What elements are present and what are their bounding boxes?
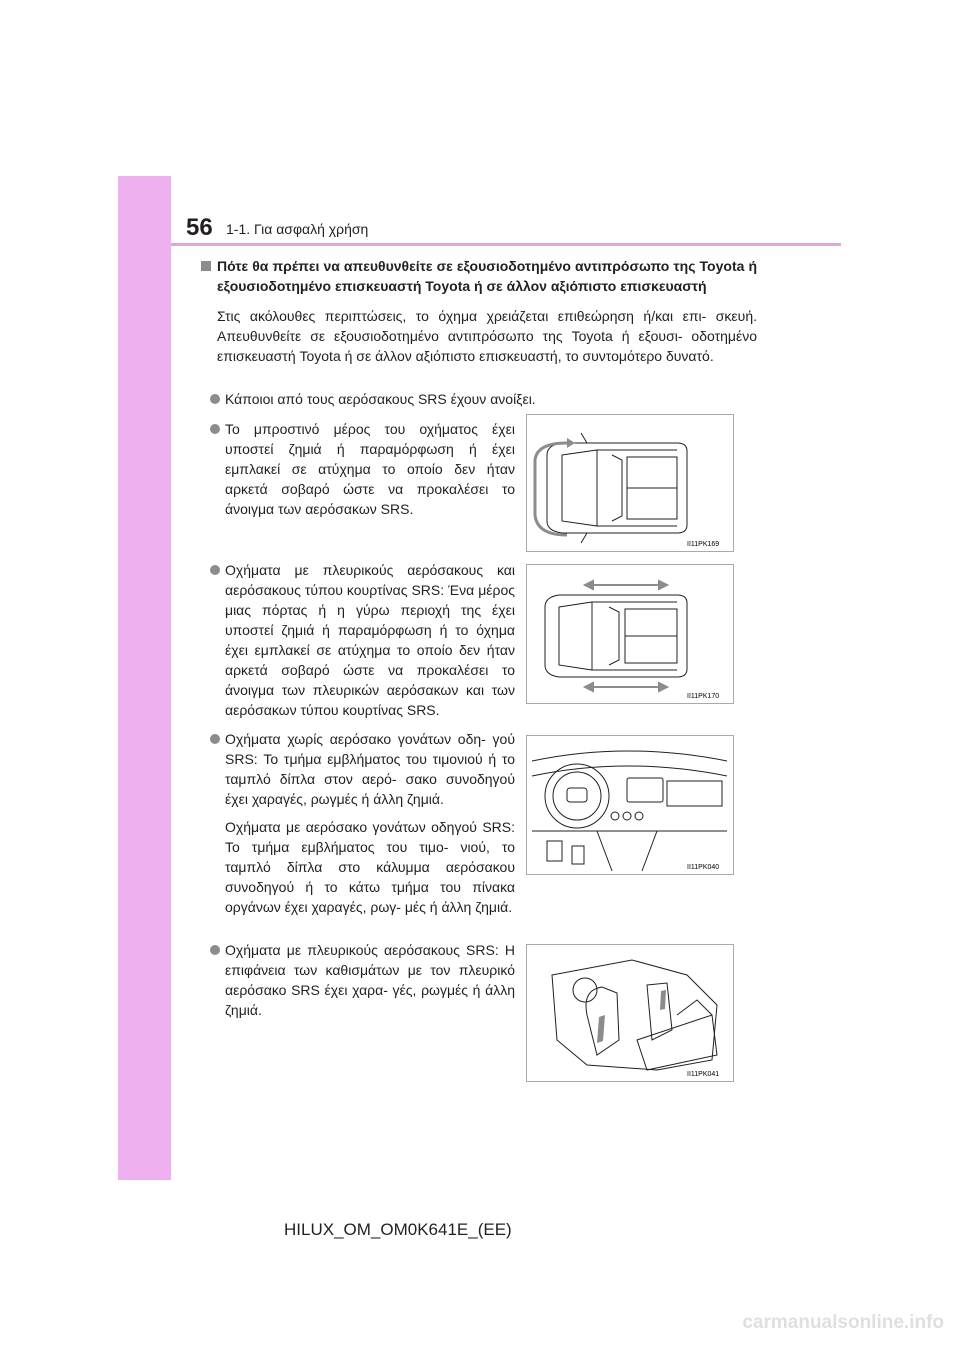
list-item-text: Κάποιοι από τους αερόσακους SRS έχουν ανοίξει. — [225, 391, 536, 407]
figure-front-damage — [526, 414, 734, 552]
watermark: carmanualsonline.info — [742, 1312, 944, 1333]
list-item — [210, 729, 515, 917]
section-block — [201, 256, 757, 366]
list-item — [210, 940, 515, 1020]
chapter-tab-bar — [118, 176, 171, 1180]
list-item-text: Το μπροστινό μέρος του οχήματος έχει υποστεί ζημιά ή παραμόρφωση ή έχει εμπλακεί σε ατύχημα το οποίο δεν ήταν αρκετά σοβαρό ώστε να προκαλέσει το άνοιγμα των αερόσακων SRS. — [225, 421, 515, 517]
list-item-text-continued: Οχήματα με αερόσακο γονάτων οδηγού SRS: Το τμήμα εμβλήματος του τιμο- νιού, το ταμπλό δίπλα στο κάλυμμα αερόσακου συνοδηγού ή το κάτω τμήμα του πίνακα οργάνων έχει χαραγές, ρωγ- μές ή άλλη ζημιά. — [225, 819, 515, 915]
page-number: 56 — [186, 214, 213, 241]
list-item-text: Οχήματα χωρίς αερόσακο γονάτων οδη- γού SRS: Το τμήμα εμβλήματος του τιμονιού ή το ταμπλό δίπλα στον αερό- σακο συνοδηγού έχει χαραγές, ρωγμές ή άλλη ζημιά. — [225, 731, 515, 807]
figure-code: II11PK169 — [687, 541, 720, 548]
document-code: HILUX_OM_OM0K641E_(EE) — [284, 1220, 512, 1239]
dashboard-illustration — [527, 736, 733, 874]
list-item-text: Οχήματα με πλευρικούς αερόσακους και αερόσακους τύπου κουρτίνας SRS: Ένα μέρος μιας πόρτας ή η γύρω περιοχή της έχει υποστεί ζημιά ή παραμόρφωση ή το όχημα έχει εμπλακεί σε ατύχημα το οποίο δεν ήταν αρκετά σοβαρό ώστε να προκαλέσει το άνοιγμα των πλευρικών αερόσακων και των αερόσακων τύπου κουρτίνας SRS. — [225, 562, 515, 718]
round-bullet-icon — [210, 394, 220, 404]
round-bullet-icon — [210, 734, 220, 744]
list-item — [210, 560, 515, 720]
round-bullet-icon — [210, 945, 220, 955]
round-bullet-icon — [210, 565, 220, 575]
pickup-top-view-illustration — [527, 415, 733, 551]
header-divider — [171, 243, 841, 246]
figure-code: II11PK040 — [687, 864, 720, 871]
intro-paragraph: Στις ακόλουθες περιπτώσεις, το όχημα χρειάζεται επιθεώρηση ή/και επι- σκευή. Απευθυνθείτε σε εξουσιοδοτημένο αντιπρόσωπο της Toyota ή εξουσι- οδοτημένο επισκευαστή Toyota ή σε άλλον αξιόπιστο επισκευαστή, το συντομότερο δυνατό. — [217, 308, 757, 364]
figure-code: II11PK170 — [687, 693, 720, 700]
list-item-text: Οχήματα με πλευρικούς αερόσακους SRS: Η επιφάνεια των καθισμάτων με τον πλευρικό αερόσακο SRS έχει χαρα- γές, ρωγμές ή άλλη ζημιά. — [225, 942, 515, 1018]
seats-illustration — [527, 945, 733, 1081]
round-bullet-icon — [210, 424, 220, 434]
list-item — [210, 389, 750, 409]
chapter-title: 1-1. Για ασφαλή χρήση — [226, 221, 369, 237]
figure-code: II11PK041 — [687, 1071, 720, 1078]
section-heading — [201, 256, 757, 296]
list-item — [210, 419, 515, 519]
square-bullet-icon — [201, 261, 211, 271]
figure-dashboard — [526, 735, 734, 875]
section-title: Πότε θα πρέπει να απευθυνθείτε σε εξουσιοδοτημένο αντιπρόσωπο της Toyota ή εξουσιοδοτημένο επισκευαστή Toyota ή σε άλλον αξιόπιστο επισκευαστή — [217, 258, 757, 294]
figure-seats — [526, 944, 734, 1082]
figure-side-damage — [526, 564, 734, 704]
pickup-side-zones-illustration — [527, 565, 733, 703]
